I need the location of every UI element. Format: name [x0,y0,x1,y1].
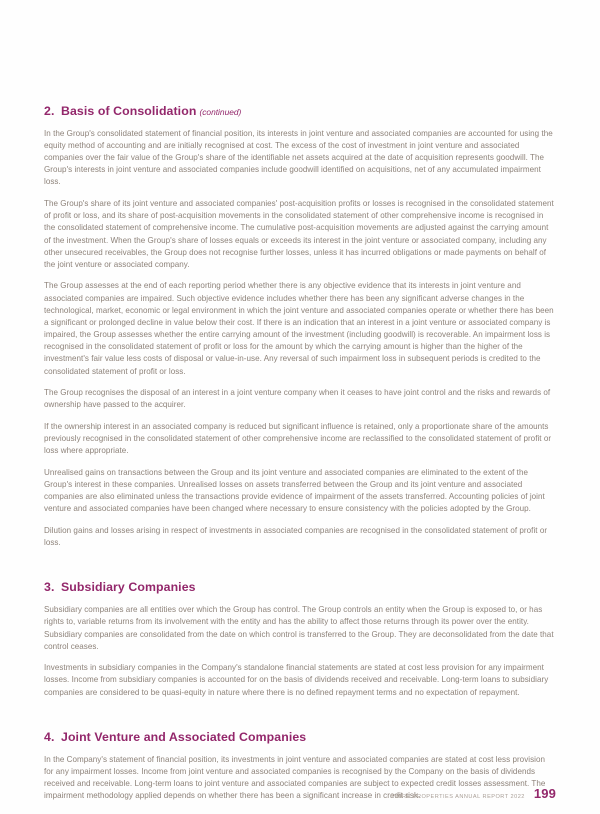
section-basis-of-consolidation [44,104,556,549]
section-title-3: Subsidiary Companies [61,580,196,595]
section-title-wrap-3 [61,580,199,595]
section-title-wrap-4 [61,730,309,745]
section-title-4: Joint Venture and Associated Companies [61,729,307,744]
paragraph: Dilution gains and losses arising in respect of investments in associated companies are recognised in the consolidated statement of profit or loss. [44,526,548,548]
section-number-2: 2. [44,104,55,118]
section-subsidiary-companies [44,580,556,698]
paragraph: Investments in subsidiary companies in the Company's standalone financial statements are stated at cost less provision for any impairment losses. Income from subsidiary companies is accounted for on the basis of dividends received and receivable. Long-term loans to subsidiary companies are considered to be quasi-equity in nature where there is no defined repayment terms and no expectation of repayment. [44,663,549,697]
paragraph: Unrealised gains on transactions between the Group and its joint venture and associated companies are eliminated to the extent of the Group's interest in these companies. Unrealised losses on assets transferred between the Group and its joint venture and associated companies are also eliminated unless the transactions provide evidence of impairment of the assets transferred. Accounting policies of joint venture and associated companies have been changed where necessary to ensure consistency with the policies adopted by the Group. [44,468,545,514]
section-title-wrap-2 [61,104,241,119]
page-content [44,104,556,802]
section-number-3: 3. [44,580,55,595]
paragraph: The Group's share of its joint venture and associated companies' post-acquisition profits or losses is recognised in the consolidated statement of profit or loss, and its share of post-acquisition movements in the consolidated statement of other comprehensive income is recognised in the consolidated statement of comprehensive income. The cumulative post-acquisition movements are adjusted against the carrying amount of the investment. When the Group's share of losses equals or exceeds its interest in the joint venture or associated company, including any other unsecured receivables, the Group does not recognise further losses, unless it has incurred obligations or made payments on behalf of the joint venture or associated company. [44,199,554,269]
section-number-4: 4. [44,729,55,744]
page-number: 199 [533,786,556,801]
section-heading-4 [44,730,556,745]
paragraph: The Group assesses at the end of each reporting period whether there is any objective evidence that its interests in joint venture and associated companies are impaired. Such objective evidence includes whether there has been any significant adverse changes in the technological, market, economic or legal environment in which the joint venture and associated companies operate or whether there has been a significant or prolonged decline in value below their cost. If there is an indication that an interest in a joint venture or associated company is impaired, the Group assesses whether the entire carrying amount of the investment (including goodwill) is recoverable. An impairment loss is recognised in the consolidated statement of profit or loss for the amount by which the carrying amount is higher than the higher of the investment's fair value less costs of disposal or value-in-use. Any reversal of such impairment loss in subsequent periods is credited to the consolidated statement of profit or loss. [44,281,554,376]
page-footer [390,786,556,801]
paragraph: The Group recognises the disposal of an interest in a joint venture company when it ceases to have joint control and the risks and rewards of ownership have passed to the acquirer. [44,388,551,410]
section-heading-3 [44,580,556,595]
footer-report-label: SWIRE PROPERTIES ANNUAL REPORT 2022 [390,794,525,800]
section-title-2: Basis of Consolidation [61,104,197,118]
section-heading-2 [44,104,556,119]
paragraph: If the ownership interest in an associated company is reduced but significant influence is retained, only a proportionate share of the amounts previously recognised in the consolidated statement of other comprehensive income are reclassified to the consolidated statement of profit or loss where appropriate. [44,422,552,456]
paragraph: Subsidiary companies are all entities over which the Group has control. The Group controls an entity when the Group is exposed to, or has rights to, variable returns from its involvement with the entity and has the ability to affect those returns through its power over the entity. Subsidiary companies are consolidated from the date on which control is transferred to the Group. They are deconsolidated from the date that control ceases. [44,605,554,651]
section-continued-note-2: (continued) [199,107,242,117]
paragraph: In the Company's statement of financial position, its investments in joint venture and associated companies are stated at cost less provision for any impairment losses. Income from joint venture and associated companies is recognised by the Company on the basis of dividends received and receivable. Long-term loans to joint venture and associated companies are subject to expected credit losses assessment. The impairment methodology applied depends on whether there has been a significant increase in credit risk. [44,754,546,800]
paragraph: In the Group's consolidated statement of financial position, its interests in joint venture and associated companies are accounted for using the equity method of accounting and are initially recognised at cost. The excess of the cost of investment in joint venture and associated companies over the fair value of the Group's share of the identifiable net assets acquired at the date of acquisition represents goodwill. The Group's interests in joint venture and associated companies include goodwill identified on acquisitions, net of any accumulated impairment loss. [44,128,553,187]
